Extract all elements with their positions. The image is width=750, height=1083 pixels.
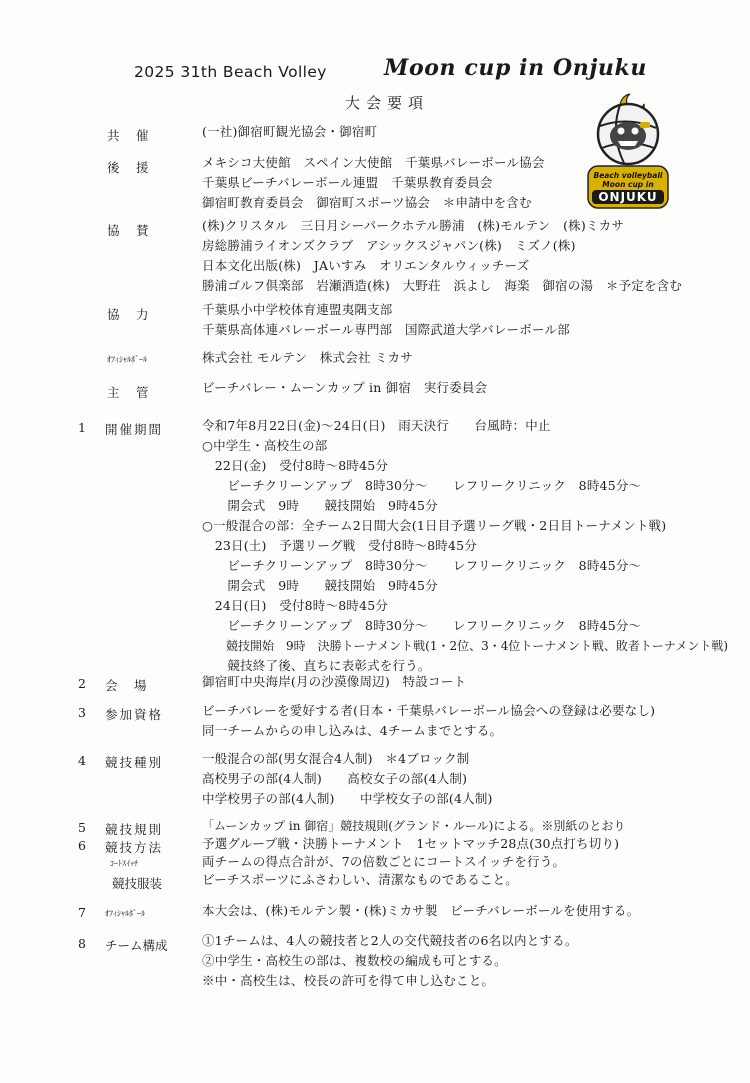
item-line: 一般混合の部(男女混合4人制) ＊4ブロック制: [202, 751, 470, 766]
document-subtitle: 大会要項: [345, 94, 430, 112]
section-line: 勝浦ゴルフ倶楽部 岩瀬酒造(株) 大野荘 浜よし 海楽 御宿の湯 ＊予定を含む: [202, 278, 683, 293]
item-line: 開会式 9時 競技開始 9時45分: [202, 498, 438, 513]
item-line: 「ムーンカップ in 御宿」競技規則(グランド・ルール)による。※別紙のとおり: [202, 819, 626, 833]
event-title: 2025 31th Beach Volley: [134, 63, 327, 81]
section-line: メキシコ大使館 スペイン大使館 千葉県バレーボール協会: [202, 155, 545, 170]
section-line: 房総勝浦ライオンズクラブ アシックスジャパン(株) ミズノ(株): [202, 238, 576, 253]
item-number: 3: [78, 705, 86, 720]
item-number: 6: [78, 838, 86, 853]
item-label: 競技服装: [112, 876, 163, 891]
item-line: ビーチクリーンアップ 8時30分～ レフリークリニック 8時45分～: [202, 478, 642, 493]
moon-cup-logo: [580, 86, 686, 214]
item-label: ｺｰﾄｽｲｯﾁ: [110, 859, 138, 868]
item-line: 開会式 9時 競技開始 9時45分: [202, 578, 438, 593]
section-line: 御宿町教育委員会 御宿町スポーツ協会 ＊申請中を含む: [202, 195, 532, 210]
item-label: 参加資格: [105, 707, 164, 722]
item-line: 同一チームからの申し込みは、4チームまでとする。: [202, 723, 503, 738]
item-line: ビーチクリーンアップ 8時30分～ レフリークリニック 8時45分～: [202, 558, 642, 573]
item-line: 競技終了後、直ちに表彰式を行う。: [202, 658, 431, 673]
item-number: 1: [78, 420, 86, 435]
section-line: ビーチバレー・ムーンカップ in 御宿 実行委員会: [202, 380, 488, 395]
section-line: (一社)御宿町観光協会・御宿町: [202, 124, 378, 139]
section-label: 主 管: [107, 385, 151, 400]
section-line: 千葉県高体連バレーボール専門部 国際武道大学バレーボール部: [202, 322, 570, 337]
item-line: 23日(土) 予選リーグ戦 受付8時～8時45分: [202, 538, 477, 553]
item-line: ○中学生・高校生の部: [202, 438, 328, 453]
item-line: 中学校男子の部(4人制) 中学校女子の部(4人制): [202, 791, 493, 806]
item-label: 競技種別: [105, 755, 164, 770]
section-label: 共 催: [107, 128, 151, 143]
item-label: 会 場: [105, 678, 149, 693]
item-line: ビーチクリーンアップ 8時30分～ レフリークリニック 8時45分～: [202, 618, 642, 633]
item-number: 5: [78, 820, 86, 835]
logo-word: ONJUKU: [598, 190, 658, 204]
item-line: 24日(日) 受付8時～8時45分: [202, 598, 389, 613]
item-line: 予選グループ戦・決勝トーナメント 1セットマッチ28点(30点打ち切り): [202, 836, 620, 851]
item-line: 本大会は、(株)モルテン製・(株)ミカサ製 ビーチバレーボールを使用する。: [202, 903, 640, 918]
section-line: (株)クリスタル 三日月シーパークホテル勝浦 (株)モルテン (株)ミカサ: [202, 218, 625, 233]
item-number: 4: [78, 753, 86, 768]
item-label: 競技規則: [105, 822, 164, 837]
item-number: 2: [78, 676, 86, 691]
item-label: 開催期間: [105, 422, 164, 437]
item-line: ビーチバレーを愛好する者(日本・千葉県バレーボール協会への登録は必要なし): [202, 703, 656, 718]
item-line: ②中学生・高校生の部は、複数校の編成も可とする。: [202, 953, 507, 968]
item-line: 22日(金) 受付8時～8時45分: [202, 458, 389, 473]
section-line: 千葉県小中学校体育連盟夷隅支部: [202, 302, 393, 317]
item-label: 競技方法: [105, 840, 164, 855]
section-label: 協 力: [107, 307, 151, 322]
moon-ball-icon: [580, 86, 686, 214]
section-line: 株式会社 モルテン 株式会社 ミカサ: [202, 350, 413, 365]
item-line: ※中・高校生は、校長の許可を得て申し込むこと。: [202, 973, 495, 988]
section-label: 協 賛: [107, 223, 151, 238]
logo-line1: Beach volleyball: [593, 171, 663, 180]
section-line: 千葉県ビーチバレーボール連盟 千葉県教育委員会: [202, 175, 493, 190]
item-line: ○一般混合の部：全チーム2日間大会(1日目予選リーグ戦・2日目トーナメント戦): [202, 518, 667, 533]
item-line: 令和7年8月22日(金)～24日(日) 雨天決行 台風時：中止: [202, 418, 551, 433]
item-label: チーム構成: [105, 938, 168, 953]
item-line: 御宿町中央海岸(月の沙漠像周辺) 特設コート: [202, 674, 467, 689]
logo-line2: Moon cup in: [602, 180, 654, 189]
event-script-title: Moon cup in Onjuku: [384, 55, 647, 81]
section-label: 後 援: [107, 160, 151, 175]
section-line: 日本文化出版(株) JAいすみ オリエンタルウィッチーズ: [202, 258, 530, 273]
item-line: ①1チームは、4人の競技者と2人の交代競技者の6名以内とする。: [202, 933, 578, 948]
item-number: 8: [78, 936, 86, 951]
item-label: ｵﾌｨｼｬﾙﾎﾞｰﾙ: [105, 909, 145, 918]
item-number: 7: [78, 905, 86, 920]
item-line: 高校男子の部(4人制) 高校女子の部(4人制): [202, 771, 468, 786]
section-label: ｵﾌｨｼｬﾙﾎﾞｰﾙ: [107, 355, 147, 364]
item-line: ビーチスポーツにふさわしい、清潔なものであること。: [202, 872, 519, 887]
item-line: 競技開始 9時 決勝トーナメント戦(1・2位、3・4位トーナメント戦、敗者トーナメント戦): [202, 639, 729, 653]
item-line: 両チームの得点合計が、7の倍数ごとにコートスイッチを行う。: [202, 854, 566, 869]
